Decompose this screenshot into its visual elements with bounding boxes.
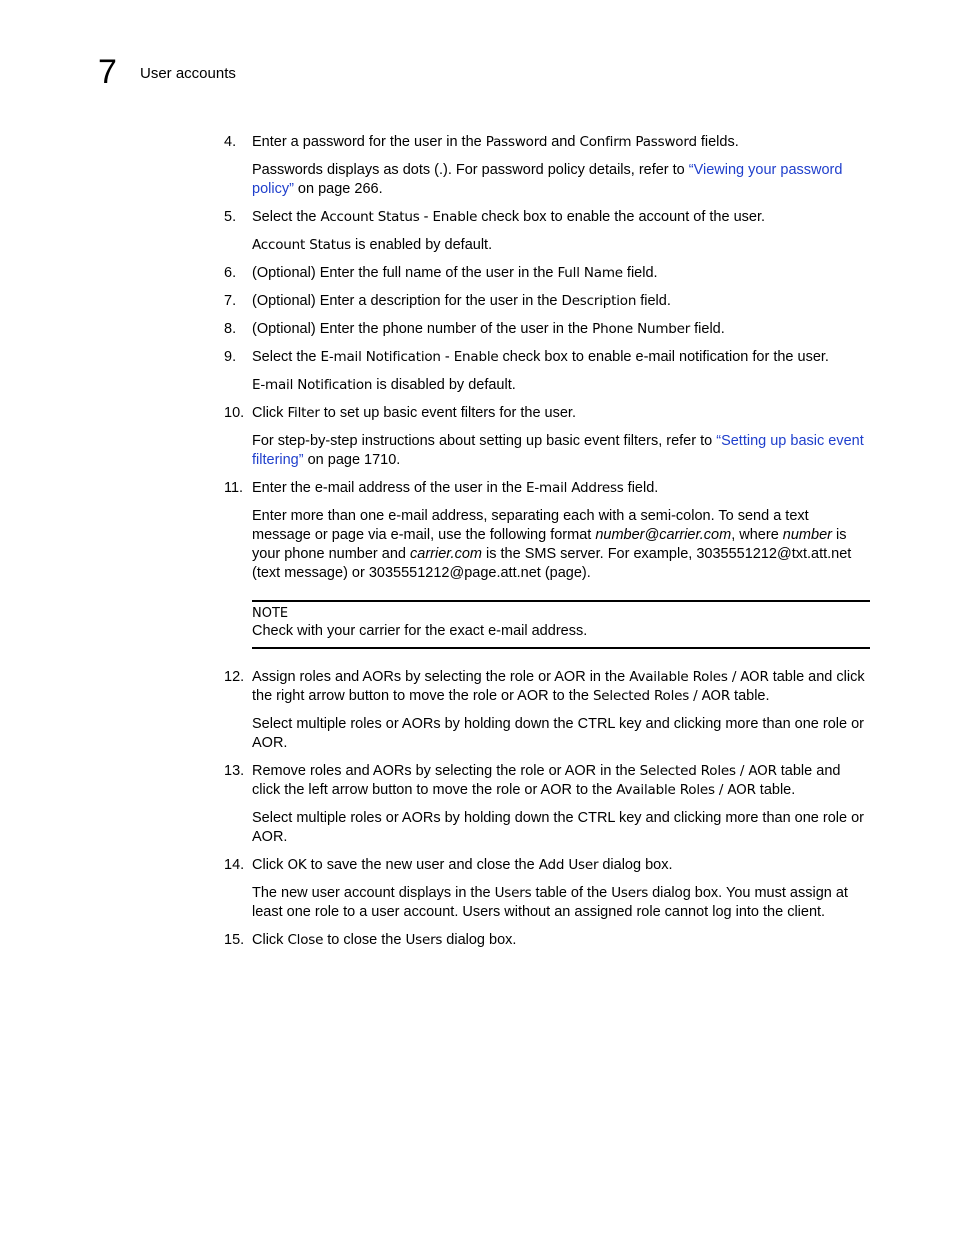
step-text: (Optional) Enter a description for the user in the: [252, 293, 562, 309]
step-text: table and click the right arrow button to move the role or AOR to the: [252, 669, 865, 704]
para-text: Enter more than one e-mail address, separating each with a semi-colon. To send a text message or page via e-mail, use the following format: [252, 508, 809, 543]
ui-term-available-roles: Available Roles / AOR: [616, 782, 756, 798]
step-9: [224, 348, 870, 367]
para-text: is disabled by default.: [372, 377, 516, 393]
ui-term-account-status: Account Status: [320, 209, 420, 225]
step-number: 7.: [224, 293, 237, 309]
step-text: Enter a password for the user in the: [252, 134, 486, 150]
step-text: fields.: [696, 134, 739, 150]
step-text: Remove roles and AORs by selecting the role or AOR in the: [252, 763, 640, 779]
step-5: [224, 208, 870, 227]
step-text: Assign roles and AORs by selecting the role or AOR in the: [252, 669, 630, 685]
step-text: field.: [623, 480, 659, 496]
step-4-detail: [224, 161, 870, 199]
term-number-at-carrier: number@carrier.com: [595, 527, 732, 543]
step-text: table and click the left arrow button to move the role or AOR to the: [252, 763, 841, 798]
ui-term-users: Users: [405, 932, 443, 948]
step-text: (Optional) Enter the phone number of the user in the: [252, 321, 593, 337]
step-number: 8.: [224, 321, 237, 337]
step-13: [224, 762, 870, 800]
step-6: [224, 264, 870, 283]
ui-term-email-notification: E-mail Notification: [320, 349, 441, 365]
ui-term-filter: Filter: [287, 405, 320, 421]
step-text: table.: [755, 782, 796, 798]
step-12: [224, 668, 870, 706]
term-number: number: [782, 527, 832, 543]
ui-term-selected-roles: Selected Roles / AOR: [639, 763, 777, 779]
procedure-content: [224, 133, 870, 959]
para-text: on page 1710.: [303, 452, 401, 468]
ui-term-add-user: Add User: [538, 857, 599, 873]
link-setting-up-event-filtering[interactable]: “Setting up basic event filtering”: [252, 433, 864, 468]
step-11: [224, 479, 870, 498]
step-13-detail: [224, 809, 870, 847]
ui-term-email-notification: E-mail Notification: [252, 377, 373, 393]
step-7: [224, 292, 870, 311]
step-text: to set up basic event filters for the user.: [319, 405, 576, 421]
ui-term-full-name: Full Name: [557, 265, 623, 281]
step-11-detail: [224, 507, 870, 583]
ui-term-account-status: Account Status: [252, 237, 352, 253]
ui-term-close: Close: [287, 932, 324, 948]
step-number: 13.: [224, 763, 245, 779]
ui-term-password: Password: [485, 134, 548, 150]
step-number: 15.: [224, 932, 245, 948]
step-text: Select the: [252, 209, 321, 225]
ui-term-selected-roles: Selected Roles / AOR: [592, 688, 731, 704]
ui-term-available-roles: Available Roles / AOR: [629, 669, 769, 685]
step-text: field.: [622, 265, 658, 281]
step-number: 6.: [224, 265, 237, 281]
para-text: For step-by-step instructions about setting up basic event filters, refer to: [252, 433, 717, 449]
note-text: Check with your carrier for the exact e-mail address.: [252, 623, 588, 639]
step-number: 10.: [224, 405, 245, 421]
para-text: on page 266.: [293, 181, 383, 197]
step-10: [224, 404, 870, 423]
note-box: [252, 600, 870, 649]
step-number: 14.: [224, 857, 245, 873]
para-text: is your phone number and: [252, 527, 847, 562]
ui-term-email-address: E-mail Address: [526, 480, 624, 496]
ui-term-users: Users: [611, 885, 649, 901]
step-text: Enter the e-mail address of the user in the: [252, 480, 527, 496]
term-carrier: carrier.com: [410, 546, 482, 562]
step-14-detail: [224, 884, 870, 922]
para-text: Select multiple roles or AORs by holding down the CTRL key and clicking more than one role or AOR.: [252, 810, 864, 845]
ui-term-users: Users: [494, 885, 532, 901]
para-text: The new user account displays in the: [252, 885, 495, 901]
para-text: table of the: [531, 885, 612, 901]
ui-term-enable: Enable: [432, 209, 478, 225]
para-text: Passwords displays as dots (.). For password policy details, refer to: [252, 162, 689, 178]
link-viewing-password-policy[interactable]: “Viewing your password policy”: [252, 162, 843, 197]
step-text: Click: [252, 932, 288, 948]
step-text: Click: [252, 405, 288, 421]
step-10-detail: [224, 432, 870, 470]
step-text: dialog box.: [442, 932, 517, 948]
para-text: Select multiple roles or AORs by holding down the CTRL key and clicking more than one role or AOR.: [252, 716, 864, 751]
chapter-number: 7: [98, 53, 117, 91]
ui-term-phone-number: Phone Number: [592, 321, 691, 337]
step-8: [224, 320, 870, 339]
step-text: to close the: [323, 932, 406, 948]
ui-term-ok: OK: [287, 857, 307, 873]
step-text: (Optional) Enter the full name of the user in the: [252, 265, 558, 281]
step-4: [224, 133, 870, 152]
note-title: NOTE: [252, 606, 289, 621]
step-number: 12.: [224, 669, 245, 685]
step-number: 9.: [224, 349, 237, 365]
para-text: is enabled by default.: [351, 237, 493, 253]
step-number: 5.: [224, 209, 237, 225]
step-number: 4.: [224, 134, 237, 150]
step-number: 11.: [224, 480, 244, 496]
chapter-title: User accounts: [140, 65, 236, 82]
step-text: -: [419, 209, 433, 225]
step-text: dialog box.: [598, 857, 673, 873]
step-text: check box to enable the account of the user.: [477, 209, 766, 225]
step-text: -: [440, 349, 454, 365]
step-14: [224, 856, 870, 875]
step-text: check box to enable e-mail notification for the user.: [498, 349, 829, 365]
step-15: [224, 931, 870, 950]
step-text: and: [547, 134, 580, 150]
step-9-detail: [224, 376, 870, 395]
step-text: Select the: [252, 349, 321, 365]
step-text: table.: [730, 688, 770, 704]
ui-term-description: Description: [561, 293, 637, 309]
step-text: Click: [252, 857, 288, 873]
ui-term-confirm-password: Confirm Password: [579, 134, 697, 150]
step-5-detail: [224, 236, 870, 255]
step-text: field.: [690, 321, 725, 337]
para-text: is the SMS server. For example, 3035551212@txt.att.net (text message) or 3035551212@page.att.net (page).: [252, 546, 852, 581]
step-text: to save the new user and close the: [306, 857, 539, 873]
step-12-detail: [224, 715, 870, 753]
step-text: field.: [636, 293, 671, 309]
ui-term-enable: Enable: [453, 349, 499, 365]
para-text: , where: [731, 527, 783, 543]
para-text: dialog box. You must assign at least one role to a user account. Users without an assigned role cannot log into the client.: [252, 885, 848, 920]
